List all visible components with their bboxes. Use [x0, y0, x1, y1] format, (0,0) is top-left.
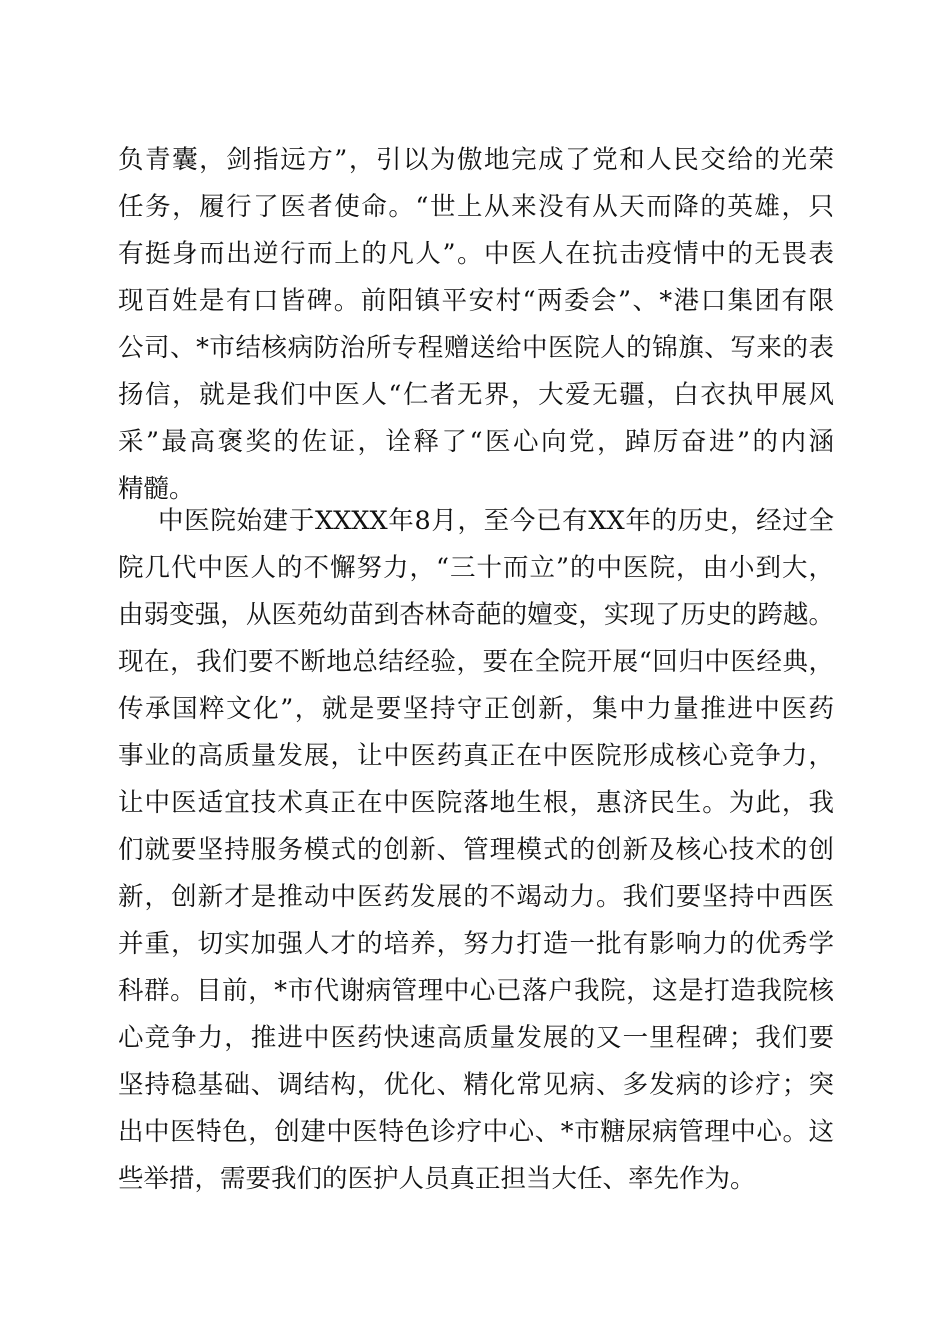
text-line: 负青囊，剑指远方”，引以为傲地完成了党和人民交给的光荣: [118, 145, 834, 175]
text-line: 让中医适宜技术真正在中医院落地生根，惠济民生。为此，我: [118, 788, 834, 818]
text-line: 现在，我们要不断地总结经验，要在全院开展“回归中医经典，: [118, 647, 834, 677]
text-line: 精髓。: [118, 474, 195, 504]
text-line: 采”最高褒奖的佐证，诠释了“医心向党，踔厉奋进”的内涵: [118, 427, 834, 457]
text-line: 扬信，就是我们中医人“仁者无界，大爱无疆，白衣执甲展风: [118, 380, 834, 410]
text-line: 科群。目前，*市代谢病管理中心已落户我院，这是打造我院核: [118, 976, 834, 1006]
text-line: 任务，履行了医者使命。“世上从来没有从天而降的英雄，只: [118, 192, 834, 222]
text-line: 现百姓是有口皆碑。前阳镇平安村“两委会”、*港口集团有限: [118, 286, 834, 316]
text-line: 有挺身而出逆行而上的凡人”。中医人在抗击疫情中的无畏表: [118, 239, 834, 269]
text-line: 些举措，需要我们的医护人员真正担当大任、率先作为。: [118, 1164, 756, 1194]
text-line: 院几代中医人的不懈努力，“三十而立”的中医院，由小到大，: [118, 553, 834, 583]
text-line: 并重，切实加强人才的培养，努力打造一批有影响力的优秀学: [118, 929, 834, 959]
text-line: 心竞争力，推进中医药快速高质量发展的又一里程碑；我们要: [118, 1023, 834, 1053]
text-line: 坚持稳基础、调结构，优化、精化常见病、多发病的诊疗；突: [118, 1070, 834, 1100]
paragraph-first-line: 中医院始建于XXXX年8月，至今已有XX年的历史，经过全: [158, 506, 834, 536]
text-line: 出中医特色，创建中医特色诊疗中心、*市糖尿病管理中心。这: [118, 1117, 834, 1147]
text-line: 公司、*市结核病防治所专程赠送给中医院人的锦旗、写来的表: [118, 333, 834, 363]
text-line: 由弱变强，从医苑幼苗到杏林奇葩的嬗变，实现了历史的跨越。: [118, 600, 834, 630]
text-line: 新，创新才是推动中医药发展的不竭动力。我们要坚持中西医: [118, 882, 834, 912]
text-line: 事业的高质量发展，让中医药真正在中医院形成核心竞争力，: [118, 741, 834, 771]
text-line: 传承国粹文化”，就是要坚持守正创新，集中力量推进中医药: [118, 694, 834, 724]
text-line: 们就要坚持服务模式的创新、管理模式的创新及核心技术的创: [118, 835, 834, 865]
